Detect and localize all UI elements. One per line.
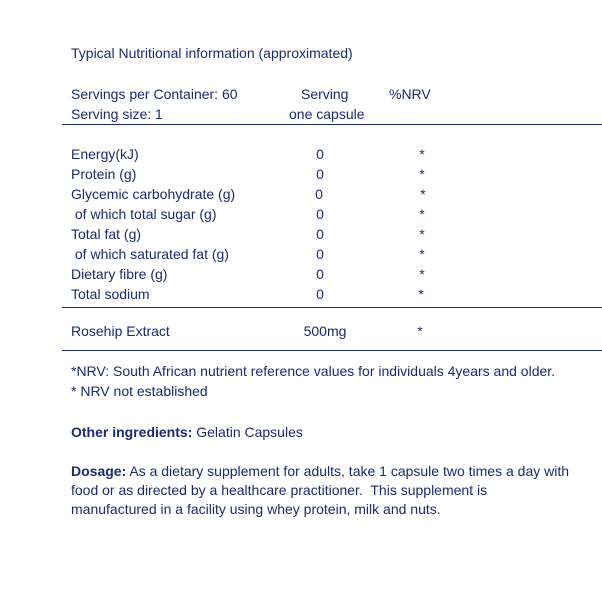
row-nrv: * <box>419 166 425 182</box>
row-nrv: * <box>419 206 425 222</box>
row-value: 0 <box>316 166 324 182</box>
servings-per-container: Servings per Container: 60 <box>71 86 238 102</box>
dosage-line-2: food or as directed by a healthcare practitioner. This supplement is <box>71 482 488 498</box>
row-name: Total fat (g) <box>71 226 142 242</box>
divider-nutrients <box>62 307 602 308</box>
row-nrv: * <box>419 226 425 242</box>
footnote-not-established: * NRV not established <box>71 383 208 399</box>
row-name: Protein (g) <box>71 166 137 182</box>
divider-header <box>62 124 602 125</box>
other-ingredients-label: Other ingredients: <box>71 424 193 440</box>
dosage-line-1 <box>71 462 569 480</box>
serving-size: Serving size: 1 <box>71 106 163 122</box>
row-value: 0 <box>316 246 324 262</box>
row-nrv: * <box>419 246 425 262</box>
column-header-serving: Serving <box>301 86 349 102</box>
column-header-nrv: %NRV <box>389 86 431 102</box>
row-name: of which total sugar (g) <box>71 206 217 222</box>
dosage-line-3: manufactured in a facility using whey protein, milk and nuts. <box>71 501 441 517</box>
extract-value: 500mg <box>303 323 347 339</box>
dosage-label: Dosage: <box>71 463 127 479</box>
row-name: Energy(kJ) <box>71 146 139 162</box>
row-nrv: * <box>419 146 425 162</box>
row-value: 0 <box>316 266 324 282</box>
row-value: 0 <box>316 146 324 162</box>
other-ingredients-text: Gelatin Capsules <box>192 424 303 440</box>
row-name: Dietary fibre (g) <box>71 266 168 282</box>
other-ingredients <box>71 423 303 441</box>
row-value: 0 <box>315 186 323 202</box>
dosage-text-1: As a dietary supplement for adults, take 1 capsule two times a day with <box>126 463 570 479</box>
row-value: 0 <box>316 206 324 222</box>
row-value: 0 <box>316 226 324 242</box>
row-name: Glycemic carbohydrate (g) <box>71 186 236 202</box>
extract-name: Rosehip Extract <box>71 323 170 339</box>
column-header-serving-sub: one capsule <box>289 106 365 122</box>
row-nrv: * <box>419 266 425 282</box>
row-nrv: * <box>418 286 424 302</box>
row-name: of which saturated fat (g) <box>71 246 229 262</box>
label-title: Typical Nutritional information (approximated) <box>71 45 353 61</box>
footnote-nrv: *NRV: South African nutrient reference values for individuals 4years and older. <box>71 363 556 379</box>
divider-extract <box>62 350 602 351</box>
row-nrv: * <box>420 186 426 202</box>
row-name: Total sodium <box>71 286 150 302</box>
extract-nrv: * <box>417 323 423 339</box>
row-value: 0 <box>316 286 324 302</box>
